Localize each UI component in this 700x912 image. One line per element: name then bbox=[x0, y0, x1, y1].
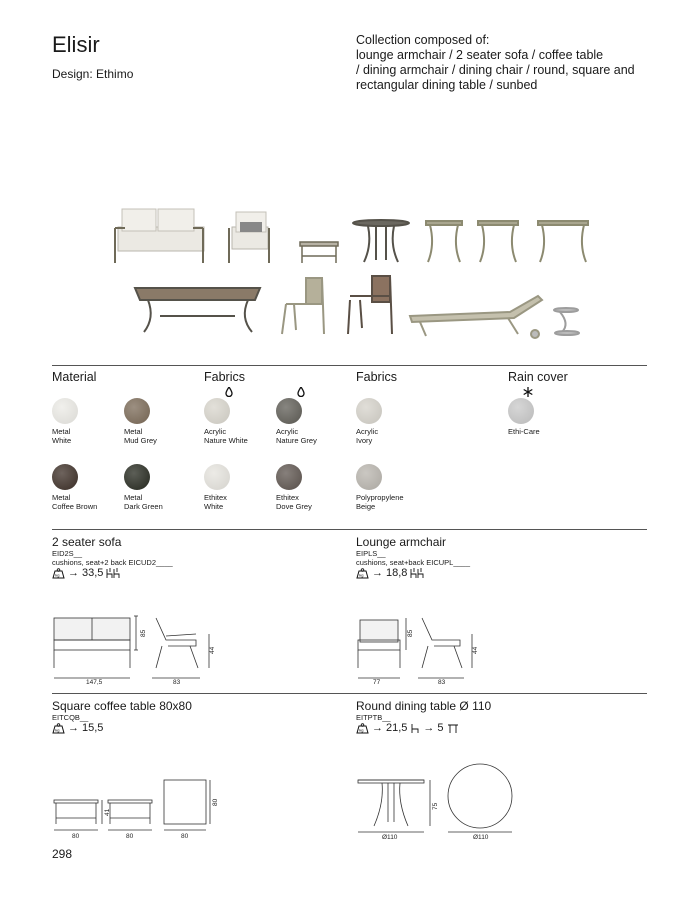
arrow-icon: → bbox=[68, 567, 79, 579]
dim-height: 75 bbox=[432, 802, 439, 810]
side-table-illustration bbox=[554, 308, 579, 335]
section-divider bbox=[52, 529, 647, 530]
dining-armchair-illustration bbox=[348, 276, 392, 334]
swatch-label-line: Nature White bbox=[204, 435, 248, 445]
designer-credit: Design: Ethimo bbox=[52, 67, 134, 81]
swatch-acrylic-nature-grey bbox=[276, 398, 302, 424]
dim-side: 80 bbox=[212, 798, 219, 806]
product-round-table bbox=[356, 699, 491, 734]
weight-icon bbox=[52, 568, 65, 579]
weight-icon bbox=[356, 723, 369, 734]
swatch-label-line: Dark Green bbox=[124, 501, 163, 511]
rect-table-illustration bbox=[135, 288, 260, 332]
swatch-label-line: Beige bbox=[356, 501, 376, 511]
product-meta bbox=[52, 567, 173, 579]
product-code: EITCQB__ bbox=[52, 713, 89, 722]
product-name: Round dining table Ø 110 bbox=[356, 699, 492, 713]
dim-depth: 83 bbox=[438, 679, 446, 686]
section-divider bbox=[52, 693, 647, 694]
swatch-label bbox=[356, 494, 404, 511]
swatch-label bbox=[52, 428, 71, 445]
swatch-metal-white bbox=[52, 398, 78, 424]
product-meta bbox=[52, 722, 192, 734]
collection-description bbox=[356, 33, 656, 93]
armchair-drawing bbox=[354, 612, 494, 686]
dim-depth: 80 bbox=[126, 833, 134, 840]
swatch-label-line: Ethitex bbox=[204, 493, 227, 502]
swatch-label-line: Dove Grey bbox=[276, 501, 312, 511]
dining-chair-illustration bbox=[282, 278, 324, 334]
seat-icon bbox=[410, 723, 420, 734]
dim-seat: 44 bbox=[472, 646, 479, 654]
dim-width: 80 bbox=[72, 833, 80, 840]
arrow-icon: → bbox=[372, 567, 383, 579]
page-number: 298 bbox=[52, 847, 73, 861]
dim-height: 85 bbox=[407, 629, 414, 637]
swatch-label bbox=[508, 428, 540, 437]
section-divider bbox=[52, 365, 647, 366]
coffee-table-illustration bbox=[300, 242, 338, 263]
product-name: Lounge armchair bbox=[356, 535, 447, 549]
swatch-metal-coffee-brown bbox=[52, 464, 78, 490]
dim-height: 85 bbox=[140, 629, 147, 637]
sofa-drawing bbox=[50, 612, 220, 686]
product-weight: 18,8 bbox=[386, 567, 408, 579]
swatch-label-line: White bbox=[204, 501, 224, 511]
dim-height: 41 bbox=[104, 808, 111, 816]
product-lounge-armchair bbox=[356, 535, 470, 579]
dim-width: Ø110 bbox=[382, 834, 398, 841]
rain-cover-heading: Rain cover bbox=[508, 370, 568, 384]
product-weight: 21,5 bbox=[386, 722, 408, 734]
swatch-ethitex-white bbox=[204, 464, 230, 490]
dim-depth: 83 bbox=[173, 679, 181, 686]
round-table-illustration bbox=[353, 220, 409, 262]
swatch-metal-mud-grey bbox=[124, 398, 150, 424]
collection-line: Collection composed of: bbox=[356, 33, 490, 47]
product-code: EITPTB__ bbox=[356, 713, 391, 722]
fabrics-heading: Fabrics bbox=[204, 370, 245, 384]
stackable-icon bbox=[410, 568, 424, 579]
round-table-drawing bbox=[354, 758, 519, 842]
page-title: Elisir bbox=[52, 32, 100, 57]
product-coffee-table bbox=[52, 699, 192, 734]
product-weight: 15,5 bbox=[82, 722, 104, 734]
coffee-table-drawing bbox=[50, 778, 225, 842]
svg-text:kg: kg bbox=[359, 572, 364, 578]
arrow-icon: → bbox=[423, 722, 435, 734]
swatch-label bbox=[276, 428, 317, 445]
swatch-label-line: Ethitex bbox=[276, 493, 299, 502]
swatch-label-line: Acrylic bbox=[276, 427, 299, 436]
armchair-illustration bbox=[229, 212, 269, 263]
swatch-label bbox=[124, 428, 157, 445]
swatch-label-line: Polypropylene bbox=[356, 493, 404, 502]
swatch-label-line: Metal bbox=[52, 427, 71, 436]
swatch-label-line: Ivory bbox=[356, 435, 373, 445]
product-seats: 5 bbox=[437, 722, 444, 734]
fabrics-heading: Fabrics bbox=[356, 370, 397, 384]
weight-icon bbox=[52, 723, 65, 734]
product-cushions: cushions, seat+back EICUPL____ bbox=[356, 558, 471, 567]
arrow-icon: → bbox=[372, 722, 383, 734]
swatch-label-line: Ethi-Care bbox=[508, 427, 540, 436]
swatch-label-line: Metal bbox=[124, 427, 143, 436]
product-sofa bbox=[52, 535, 173, 579]
swatch-acrylic-ivory bbox=[356, 398, 382, 424]
swatch-label-line: Metal bbox=[52, 493, 71, 502]
svg-text:kg: kg bbox=[359, 727, 364, 733]
swatch-label bbox=[52, 494, 97, 511]
product-name: Square coffee table 80x80 bbox=[52, 699, 192, 713]
dim-top: Ø110 bbox=[473, 834, 489, 841]
svg-text:kg: kg bbox=[55, 572, 60, 578]
product-cushions: cushions, seat+2 back EICUD2____ bbox=[52, 558, 173, 567]
dim-seat: 44 bbox=[209, 646, 216, 654]
swatch-label-line: Mud Grey bbox=[124, 435, 157, 445]
collection-line: lounge armchair / 2 seater sofa / coffee table bbox=[356, 48, 604, 62]
dim-top: 80 bbox=[181, 833, 189, 840]
product-code: EID2S__ bbox=[52, 549, 83, 558]
swatch-label-line: Acrylic bbox=[356, 427, 379, 436]
stackable-icon bbox=[106, 568, 120, 579]
swatch-ethitex-dove-grey bbox=[276, 464, 302, 490]
swatch-label-line: Coffee Brown bbox=[52, 501, 98, 511]
weight-icon bbox=[356, 568, 369, 579]
swatch-label bbox=[124, 494, 163, 511]
swatch-label-line: White bbox=[52, 435, 72, 445]
water-drop-icon bbox=[297, 387, 305, 397]
swatch-label-line: Acrylic bbox=[204, 427, 227, 436]
collection-line: / dining armchair / dining chair / round, square and bbox=[356, 63, 635, 77]
product-code: EIPLS__ bbox=[356, 549, 386, 558]
swatch-label bbox=[204, 494, 227, 511]
water-drop-icon bbox=[225, 387, 233, 397]
product-weight: 33,5 bbox=[82, 567, 104, 579]
swatch-label bbox=[356, 428, 378, 445]
sofa-illustration bbox=[115, 209, 204, 263]
arrow-icon: → bbox=[68, 722, 79, 734]
collection-overview-image bbox=[110, 200, 600, 345]
product-meta bbox=[356, 722, 491, 734]
collection-line: rectangular dining table / sunbed bbox=[356, 78, 538, 92]
swatch-label bbox=[204, 428, 248, 445]
swatch-metal-dark-green bbox=[124, 464, 150, 490]
square-table-illustration bbox=[426, 221, 588, 262]
swatch-label bbox=[276, 494, 312, 511]
product-name: 2 seater sofa bbox=[52, 535, 122, 549]
swatch-label-line: Nature Grey bbox=[276, 435, 317, 445]
product-meta bbox=[356, 567, 470, 579]
dim-width: 77 bbox=[373, 679, 381, 686]
sunbed-illustration bbox=[410, 296, 542, 338]
swatch-polypropylene-beige bbox=[356, 464, 382, 490]
swatch-acrylic-nature-white bbox=[204, 398, 230, 424]
dim-width: 147,5 bbox=[86, 679, 103, 686]
table-icon bbox=[447, 723, 459, 734]
material-heading: Material bbox=[52, 370, 97, 384]
swatch-label-line: Metal bbox=[124, 493, 143, 502]
snowflake-icon bbox=[523, 387, 533, 397]
swatch-ethi-care bbox=[508, 398, 534, 424]
svg-text:kg: kg bbox=[55, 727, 60, 733]
